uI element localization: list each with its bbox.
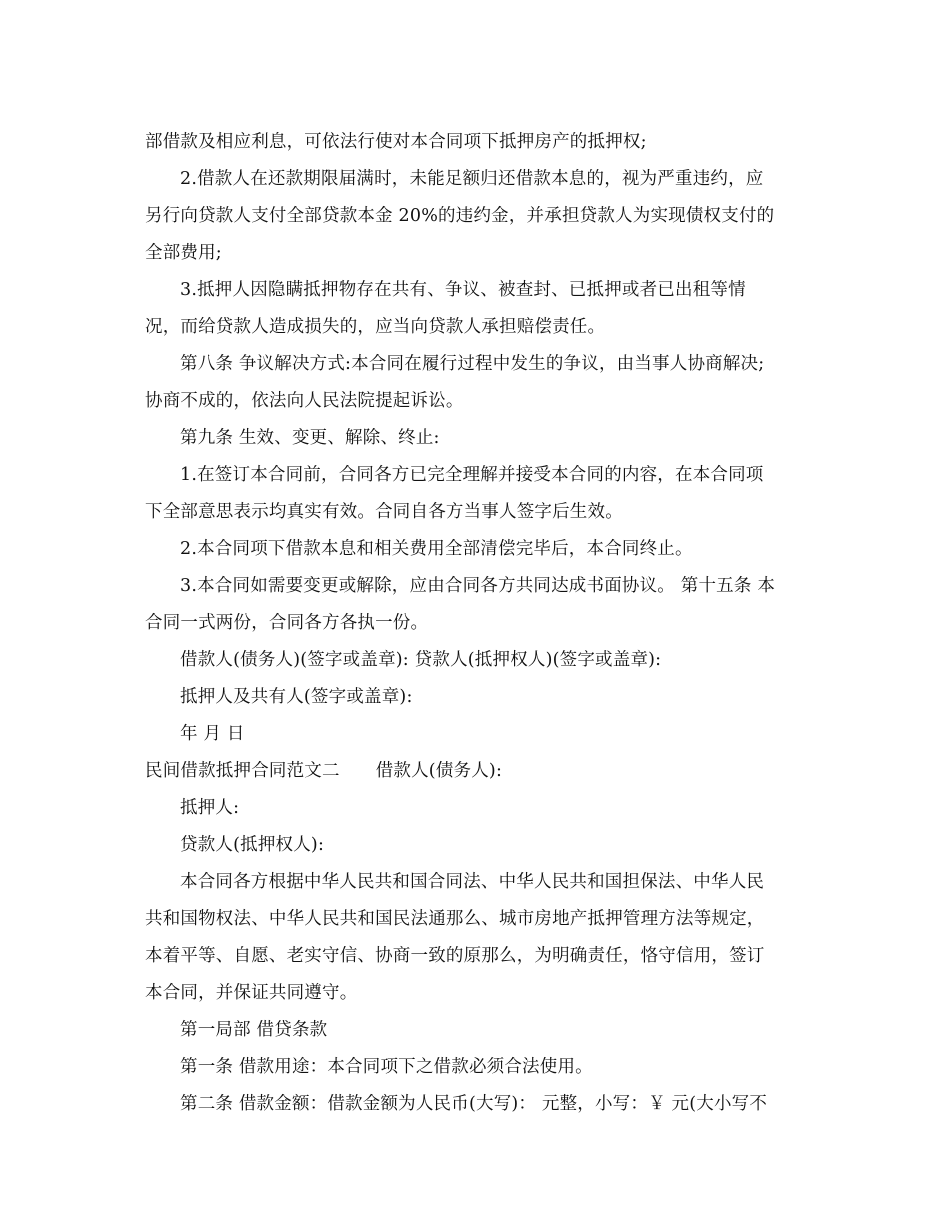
text-line: 3.抵押人因隐瞒抵押物存在共有、争议、被查封、已抵押或者已出租等情 xyxy=(180,280,746,300)
text-line: 本着平等、自愿、老实守信、协商一致的原那么，为明确责任，恪守信用，签订 xyxy=(145,946,765,966)
text-line: 2.本合同项下借款本息和相关费用全部清偿完毕后，本合同终止。 xyxy=(180,539,693,559)
text-line: 2.借款人在还款期限届满时，未能足额归还借款本息的，视为严重违约，应 xyxy=(180,169,764,189)
signature-line: 抵押人及共有人(签字或盖章): xyxy=(180,687,413,707)
borrower-label: 借款人(债务人): xyxy=(375,761,503,781)
section-heading: 第一局部 借贷条款 xyxy=(180,1020,328,1040)
document-subtitle: 民间借款抵押合同范文二 xyxy=(145,761,340,781)
lender-label: 贷款人(抵押权人): xyxy=(180,835,325,855)
text-line: 本合同各方根据中华人民共和国合同法、中华人民共和国担保法、中华人民 xyxy=(180,872,765,892)
section-heading: 第九条 生效、变更、解除、终止: xyxy=(180,428,440,448)
date-line: 年 月 日 xyxy=(180,724,245,744)
text-line: 第一条 借款用途：本合同项下之借款必须合法使用。 xyxy=(180,1057,593,1077)
text-line: 全部费用; xyxy=(145,243,222,263)
text-line: 合同一式两份，合同各方各执一份。 xyxy=(145,613,429,633)
text-line: 协商不成的，依法向人民法院提起诉讼。 xyxy=(145,391,464,411)
text-line: 下全部意思表示均真实有效。合同自各方当事人签字后生效。 xyxy=(145,502,623,522)
text-line: 第二条 借款金额：借款金额为人民币(大写)： 元整，小写：￥ 元(大小写不 xyxy=(180,1094,768,1114)
mortgagor-label: 抵押人: xyxy=(180,798,240,818)
signature-line: 借款人(债务人)(签字或盖章): 贷款人(抵押权人)(签字或盖章): xyxy=(180,650,662,670)
text-line: 另行向贷款人支付全部贷款本金 20%的违约金，并承担贷款人为实现债权支付的 xyxy=(145,206,775,226)
text-line: 第八条 争议解决方式:本合同在履行过程中发生的争议，由当事人协商解决; xyxy=(180,354,765,374)
text-line: 部借款及相应利息，可依法行使对本合同项下抵押房产的抵押权; xyxy=(145,132,647,152)
text-line: 1.在签订本合同前，合同各方已完全理解并接受本合同的内容，在本合同项 xyxy=(180,465,764,485)
text-line: 3.本合同如需要变更或解除，应由合同各方共同达成书面协议。 第十五条 本 xyxy=(180,576,776,596)
text-line: 共和国物权法、中华人民共和国民法通那么、城市房地产抵押管理方法等规定， xyxy=(145,909,765,929)
text-line: 本合同，并保证共同遵守。 xyxy=(145,983,358,1003)
text-line: 况，而给贷款人造成损失的，应当向贷款人承担赔偿责任。 xyxy=(145,317,606,337)
document-subtitle-line xyxy=(145,759,502,783)
